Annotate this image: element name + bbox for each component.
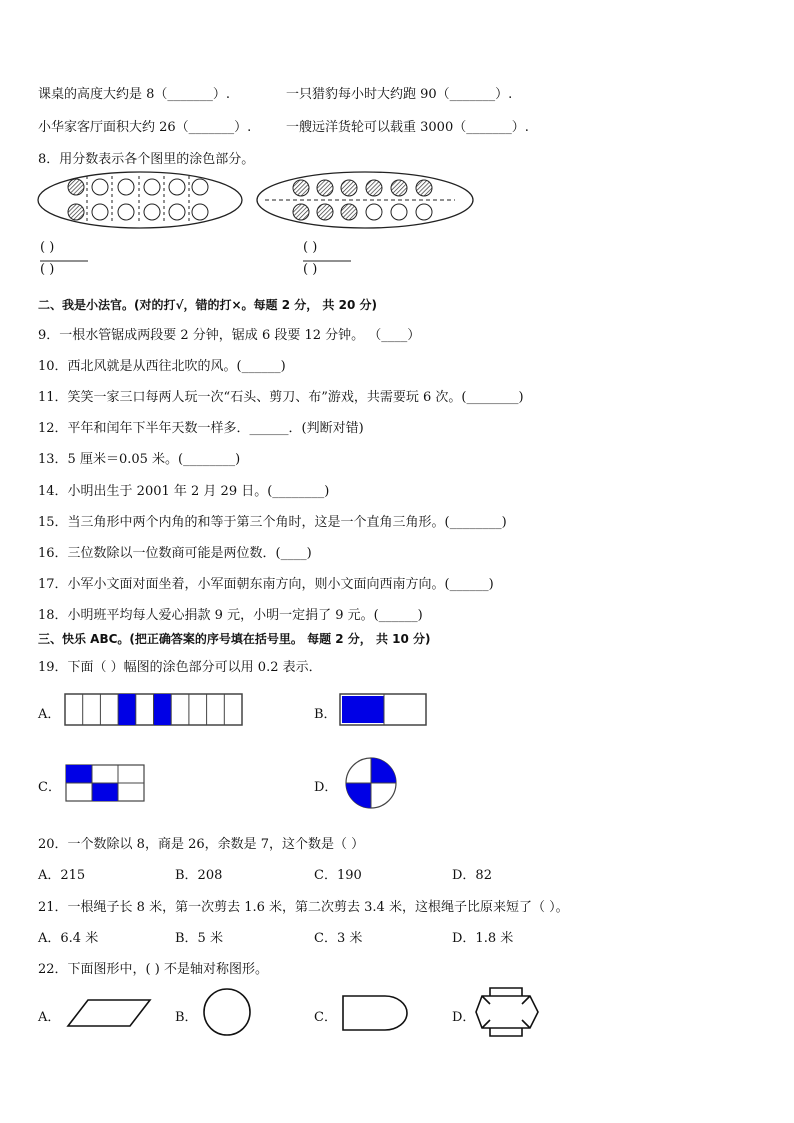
q19-option-b-label: B． xyxy=(314,707,337,722)
rounded-rect-shape xyxy=(343,996,407,1030)
cross-arrow-shape xyxy=(476,988,538,1036)
q20-option-a: A．215 xyxy=(38,868,86,883)
q21-option-a: A．6.4 米 xyxy=(38,931,99,946)
question-21: 21．一根绳子长 8 米，第一次剪去 1.6 米，第二次剪去 3.4 米，这根绳子比原来短了（ ）。 xyxy=(38,900,569,915)
q21-option-c: C．3 米 xyxy=(314,931,363,946)
q22-option-d-label: D． xyxy=(452,1010,476,1025)
question-14: 14．小明出生于 2001 年 2 月 29 日。(________) xyxy=(38,484,330,499)
question-9: 9．一根水管锯成两段要 2 分钟，锯成 6 段要 12 分钟。 （____） xyxy=(38,328,421,343)
q20-option-c: C．190 xyxy=(314,868,362,883)
q22-option-c-label: C． xyxy=(314,1010,337,1025)
parallelogram-shape xyxy=(68,1000,150,1026)
question-12: 12．平年和闰年下半年天数一样多．______．(判断对错) xyxy=(38,421,364,436)
question-10: 10．西北风就是从西往北吹的风。(______) xyxy=(38,359,286,374)
estimate-line-4: 一艘远洋货轮可以载重 3000（_______）. xyxy=(286,120,529,135)
question-8: 8．用分数表示各个图里的涂色部分。 xyxy=(38,152,255,167)
section-2-heading: 二、我是小法官。(对的打√，错的打×。每题 2 分， 共 20 分) xyxy=(38,298,377,312)
q21-option-d: D．1.8 米 xyxy=(452,931,514,946)
question-17: 17．小军小文面对面坐着，小军面朝东南方向，则小文面向西南方向。(______) xyxy=(38,577,494,592)
q19-option-c-label: C． xyxy=(38,780,61,795)
question-15: 15．当三角形中两个内角的和等于第三个角时，这是一个直角三角形。(________) xyxy=(38,515,507,530)
question-22: 22．下面图形中，( ) 不是轴对称图形。 xyxy=(38,962,268,977)
q22-option-a-label: A． xyxy=(38,1010,61,1025)
estimate-line-3: 小华家客厅面积大约 26（_______）. xyxy=(38,120,252,135)
q8-blank-numerator-right[interactable]: ( ) xyxy=(303,240,318,255)
question-19: 19．下面（ ）幅图的涂色部分可以用 0.2 表示． xyxy=(38,660,322,675)
section-3-heading: 三、快乐 ABC。(把正确答案的序号填在括号里。 每题 2 分， 共 10 分) xyxy=(38,632,431,646)
q8-blank-denominator-left[interactable]: ( ) xyxy=(40,262,55,277)
question-20: 20．一个数除以 8，商是 26，余数是 7，这个数是（ ） xyxy=(38,837,365,852)
q19-option-a-label: A． xyxy=(38,707,61,722)
estimate-line-1: 课桌的高度大约是 8（_______）. xyxy=(38,87,231,102)
question-18: 18．小明班平均每人爱心捐款 9 元，小明一定捐了 9 元。(______) xyxy=(38,608,423,623)
question-13: 13．5 厘米＝0.05 米。(________) xyxy=(38,452,241,467)
q21-option-b: B．5 米 xyxy=(175,931,223,946)
question-16: 16．三位数除以一位数商可能是两位数．(____) xyxy=(38,546,312,561)
question-11: 11．笑笑一家三口每两人玩一次“石头、剪刀、布”游戏，共需要玩 6 次。(________) xyxy=(38,390,524,405)
q20-option-d: D．82 xyxy=(452,868,492,883)
q19-option-d-label: D． xyxy=(314,780,338,795)
circle-shape xyxy=(204,989,250,1035)
q8-blank-numerator-left[interactable]: ( ) xyxy=(40,240,55,255)
q20-option-b: B．208 xyxy=(175,868,223,883)
q22-option-b-label: B． xyxy=(175,1010,198,1025)
q8-blank-denominator-right[interactable]: ( ) xyxy=(303,262,318,277)
estimate-line-2: 一只猎豹每小时大约跑 90（_______）. xyxy=(286,87,513,102)
